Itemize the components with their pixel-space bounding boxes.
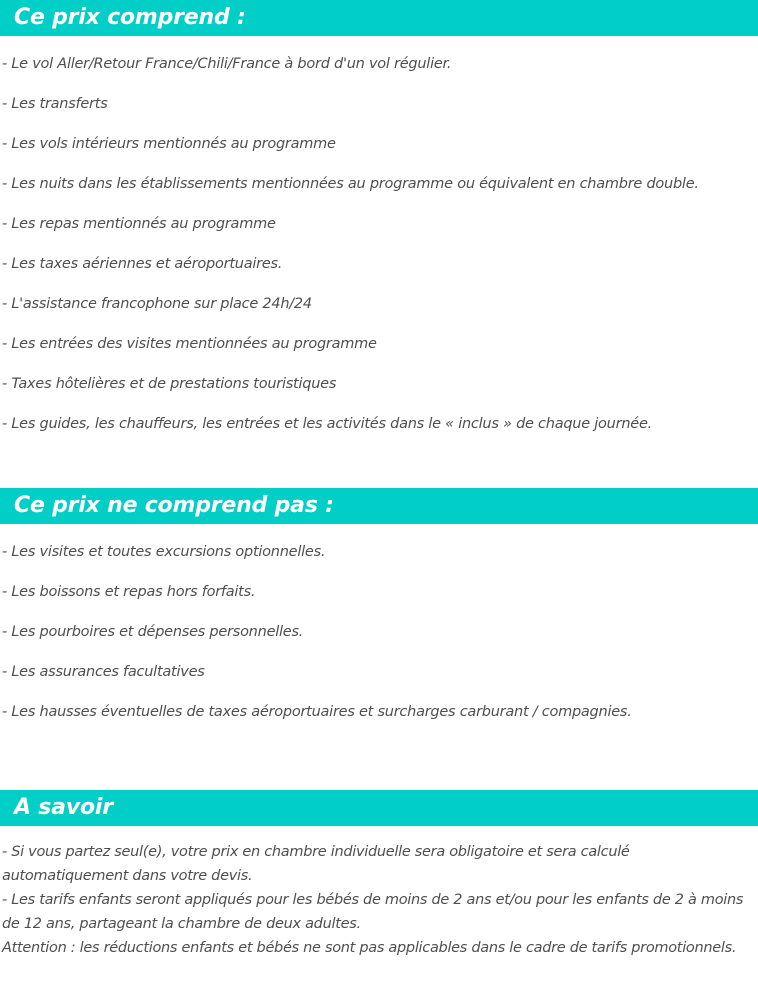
spacer [0, 642, 758, 662]
section-body-not-included [0, 542, 758, 722]
paragraph: - Si vous partez seul(e), votre prix en chambre individuelle sera obligatoire et sera calculé automatiquement dans votre devis. [2, 844, 630, 884]
spacer [0, 154, 758, 174]
section-header-included: Ce prix comprend : [0, 0, 758, 36]
spacer [0, 682, 758, 702]
list-item: - Les boissons et repas hors forfaits. [2, 584, 256, 600]
list-item: - Les transferts [2, 96, 108, 112]
list-item: - Les pourboires et dépenses personnelles. [2, 624, 304, 640]
list-item: - Les taxes aériennes et aéroportuaires. [2, 256, 283, 272]
section-header-not-included: Ce prix ne comprend pas : [0, 488, 758, 524]
list-item: - Le vol Aller/Retour France/Chili/France à bord d'un vol régulier. [2, 56, 452, 72]
section-body-included [0, 54, 758, 434]
list-item: - Les guides, les chauffeurs, les entrées et les activités dans le « inclus » de chaque journée. [2, 416, 652, 432]
spacer [0, 194, 758, 214]
list-item: - Les repas mentionnés au programme [2, 216, 276, 232]
spacer [0, 314, 758, 334]
paragraph: Attention : les réductions enfants et bébés ne sont pas applicables dans le cadre de tarifs promotionnels. [2, 940, 737, 956]
list-item: - Les assurances facultatives [2, 664, 205, 680]
spacer [0, 394, 758, 414]
spacer [0, 114, 758, 134]
section-not-included [0, 488, 758, 722]
spacer [0, 234, 758, 254]
list-item: - Les nuits dans les établissements mentionnées au programme ou équivalent en chambre double. [2, 176, 699, 192]
list-item: - Les vols intérieurs mentionnés au programme [2, 136, 336, 152]
spacer [0, 524, 758, 542]
spacer [0, 74, 758, 94]
list-item: - Taxes hôtelières et de prestations touristiques [2, 376, 337, 392]
paragraph: - Les tarifs enfants seront appliqués pour les bébés de moins de 2 ans et/ou pour les enfants de 2 à moins de 12 ans, partageant la chambre de deux adultes. [2, 892, 744, 932]
spacer [0, 36, 758, 54]
section-header-good-to-know: A savoir [0, 790, 758, 826]
spacer [0, 354, 758, 374]
list-item: - Les entrées des visites mentionnées au programme [2, 336, 377, 352]
list-item: - Les visites et toutes excursions optionnelles. [2, 544, 326, 560]
section-included [0, 0, 758, 434]
section-body-good-to-know [0, 840, 758, 960]
spacer [0, 602, 758, 622]
list-item: - Les hausses éventuelles de taxes aéroportuaires et surcharges carburant / compagnies. [2, 704, 632, 720]
section-good-to-know [0, 790, 758, 960]
spacer [0, 274, 758, 294]
section-gap [0, 434, 758, 488]
spacer [0, 826, 758, 840]
list-item: - L'assistance francophone sur place 24h/24 [2, 296, 312, 312]
section-gap [0, 722, 758, 790]
spacer [0, 562, 758, 582]
